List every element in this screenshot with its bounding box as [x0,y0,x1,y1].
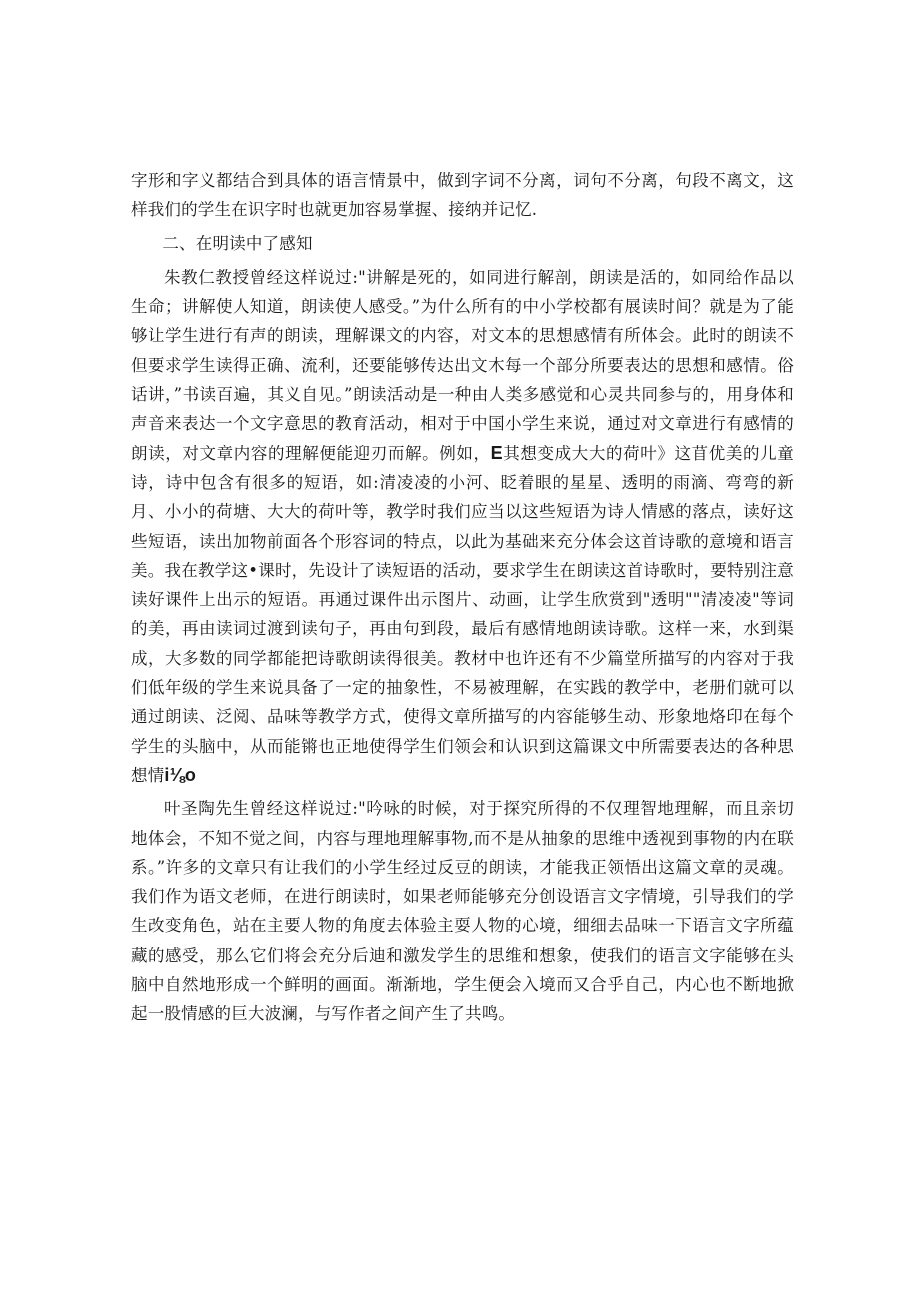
section-heading: 二、在明读中了感知 [162,233,313,253]
paragraph-2 [131,263,794,790]
garbled-mark-e: E [490,442,503,463]
paragraph-3: 叶圣陶先生曾经这样说过:"吟咏的时候，对于探究所得的不仅理智地理解，而且亲切地体会，不知不觉之间，内容与理地理解事物,而不是从抽象的思维中透视到事物的内在联系。”许多的文章只有让我们的小学生经过反豆的朗读，才能我正领悟出这篇文章的灵魂。我们作为语文老师，在进行朗读时，如果老师能够充分创设语言文字情境，引导我们的学生改变角色，站在主要人物的角度去体验主耍人物的心境，细细去品味一下语言文字所蕴藏的感受，那么它们将会充分后迪和激发学生的思维和想象，使我们的语言文字能够在头脑中自然地形成一个鲜明的画面。渐渐地，学生便会入境而又合乎自己，内心也不断地掀起一股情感的巨大波澜，与写作者之间产生了共鸣。 [131,799,794,1024]
paragraph-2-text-a: 朱教仁教授曾经这样说过:"讲解是死的，如同进行解剖，朗读是活的，如同给作品以生命；讲解使人知道，朗读使人感受。”为什么所有的中小学校都有展读时间？就是为了能够让学生进行有声的朗读，理解课文的内容，对文本的思想感情有所体会。此时的朗读不但要求学生读得正确、流利，还要能够传达出文木每一个部分所要表达的思想和感情。俗话讲，”书读百遍，其义自见。”朗读活动是一种由人类多感觉和心灵共同参与的，用身体和声音来表达一个文字意思的教育活动，相对于中国小学生来说，通过对文章进行有感情的朗读，对文章内容的理解便能迎刃而解。例如， [131,267,794,463]
document-body [131,166,794,1029]
paragraph-1: 字形和字义都结合到具体的语言情景中，做到字词不分离，词句不分离，句段不离文，这样我们的学生在识字时也就更加容易掌握、接纳并记忆. [131,171,794,220]
paragraph-2-text-b: 其想变成大大的荷叶》这苜优美的儿童诗，诗中包含有很多的短语，如:清凌凌的小河、眨着眼的星星、透明的雨滴、弯弯的新月、小小的荷塘、大大的荷叶等，教学时我们应当以这些短语为诗人情感的落点，读好这些短语，读出加物前面各个形容词的特点，以此为基础来充分体会这首诗歌的意境和语言美。我在教学这•课时，先设计了读短语的活动，要求学生在朗读这首诗歌时，要特别注意读好课件上出示的短语。再通过课件出示图片、动画，让学生欣赏到"透明""清凌凌"等词的美，再由读词过渡到读句子，再由句到段，最后有感情地朗读诗歌。这样一来，水到渠成，大多数的同学都能把诗歌朗读得很美。教材中也许还有不少篇堂所描写的内容对于我们低年级的学生来说具备了一定的抽象性，不易被理解，在实践的教学中，老册们就可以通过朗读、泛阅、品味等教学方式，使得文章所描写的内容能够生动、形象地烙印在每个学生的头脑中，从而能锵也正地使得学生们领会和认识到这篇课文中所需要表达的各种思想情 [131,443,794,785]
garbled-mark-end: i⅛o [164,764,197,785]
